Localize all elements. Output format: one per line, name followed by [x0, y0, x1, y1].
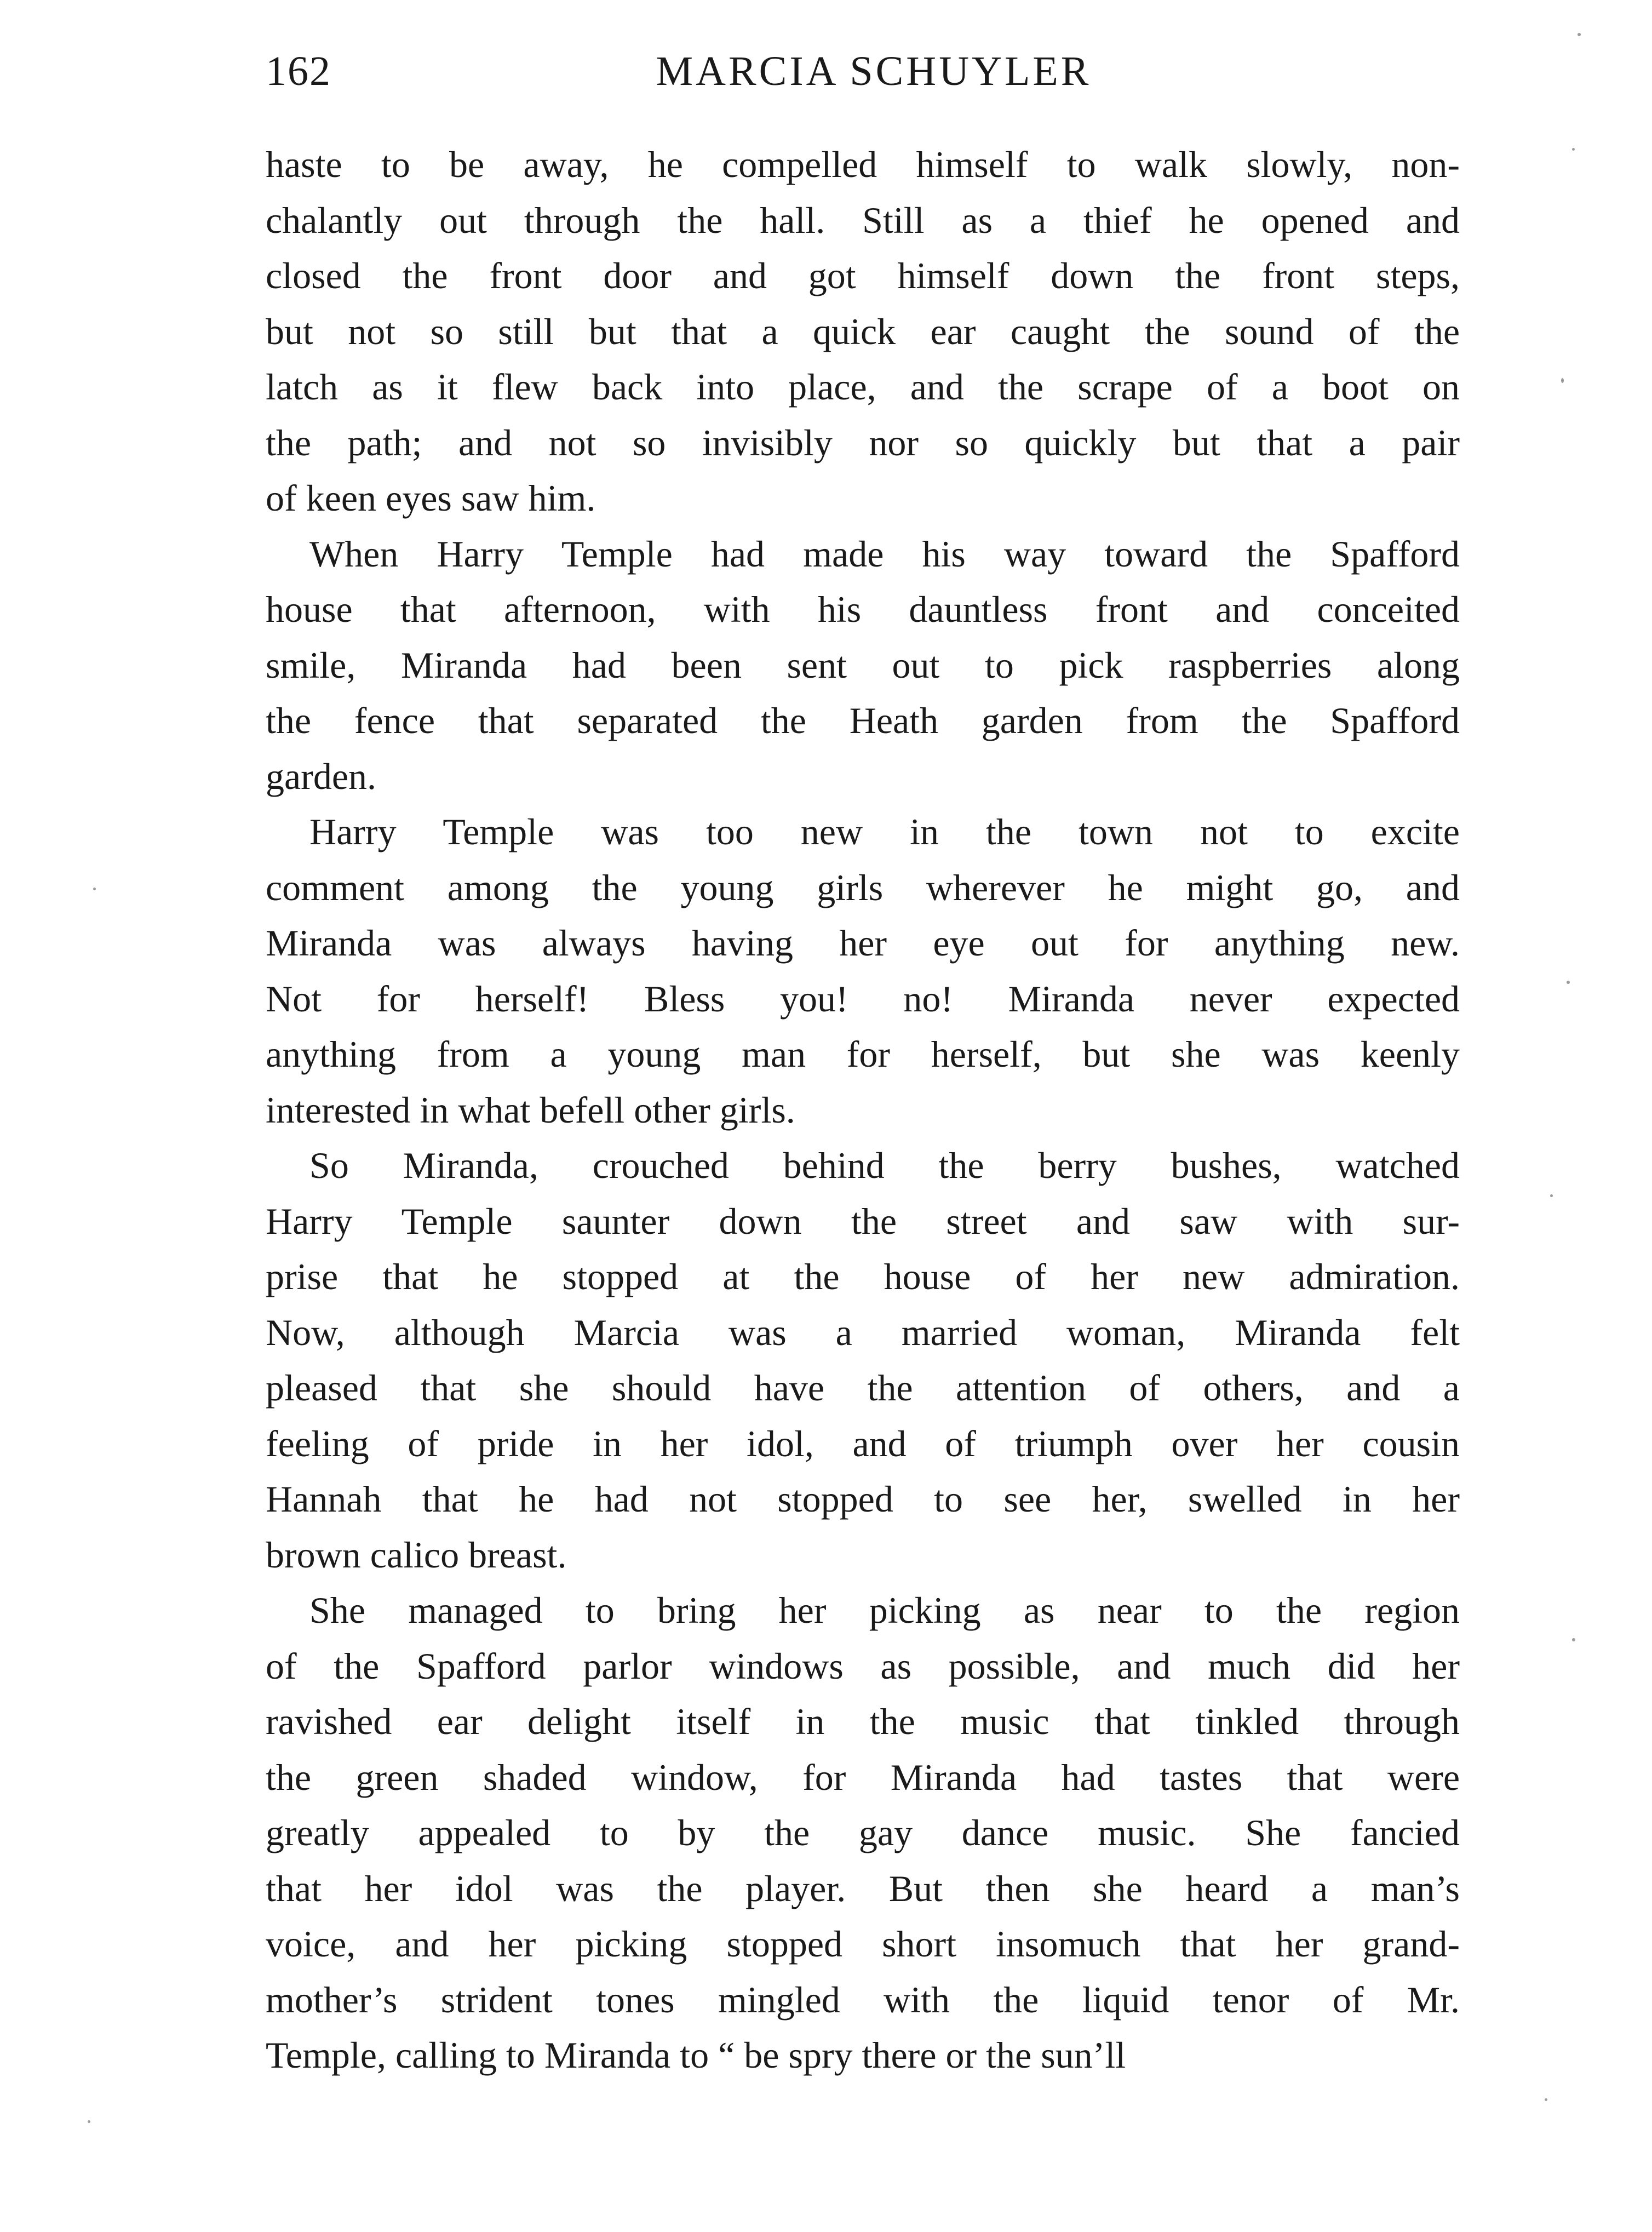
text-line: Miranda was always having her eye out for anything new.: [266, 922, 1460, 964]
text-line: Temple, calling to Miranda to “ be spry there or the sun’ll: [266, 2034, 1126, 2076]
text-line: latch as it flew back into place, and the scrape of a boot on: [266, 366, 1460, 408]
scan-speck: [1572, 1638, 1575, 1641]
paragraph: [266, 137, 1460, 526]
text-line: of the Spafford parlor windows as possible, and much did her: [266, 1645, 1460, 1687]
text-line: haste to be away, he compelled himself to walk slowly, non-: [266, 144, 1460, 185]
text-line: ravished ear delight itself in the music that tinkled through: [266, 1701, 1460, 1742]
running-title: MARCIA SCHUYLER: [656, 48, 1092, 94]
text-line: anything from a young man for herself, but she was keenly: [266, 1033, 1460, 1075]
text-line: greatly appealed to by the gay dance music. She fancied: [266, 1812, 1460, 1853]
body-text: [266, 137, 1460, 2084]
text-line: mother’s strident tones mingled with the liquid tenor of Mr.: [266, 1978, 1460, 2021]
text-line: voice, and her picking stopped short insomuch that her grand-: [266, 1923, 1460, 1965]
scan-speck: [93, 888, 96, 890]
text-line: When Harry Temple had made his way toward the Spafford: [309, 533, 1460, 575]
paragraph: [266, 1583, 1460, 2084]
text-line: Harry Temple saunter down the street and saw with sur-: [266, 1200, 1460, 1242]
text-line: Now, although Marcia was a married woman, Miranda felt: [266, 1311, 1460, 1353]
text-line: So Miranda, crouched behind the berry bushes, watched: [309, 1144, 1460, 1186]
text-line: chalantly out through the hall. Still as a thief he opened and: [266, 199, 1460, 241]
text-line: smile, Miranda had been sent out to pick raspberries along: [266, 644, 1460, 686]
paragraph: [266, 526, 1460, 805]
text-line: prise that he stopped at the house of her new admiration.: [266, 1256, 1460, 1297]
page-number: 162: [266, 48, 331, 94]
scan-speck: [1572, 148, 1575, 151]
text-line: that her idol was the player. But then she heard a man’s: [266, 1867, 1460, 1909]
text-line: Harry Temple was too new in the town not to excite: [309, 811, 1460, 852]
text-line: the fence that separated the Heath garden from the Spafford: [266, 700, 1460, 741]
text-line: but not so still but that a quick ear caught the sound of the: [266, 310, 1460, 352]
text-line: pleased that she should have the attention of others, and a: [266, 1367, 1460, 1409]
text-line: feeling of pride in her idol, and of triumph over her cousin: [266, 1422, 1460, 1464]
scan-speck: [1545, 2098, 1547, 2101]
text-line: Not for herself! Bless you! no! Miranda never expected: [266, 977, 1460, 1020]
text-line: comment among the young girls wherever he might go, and: [266, 866, 1460, 908]
text-line: the path; and not so invisibly nor so quickly but that a pair: [266, 421, 1460, 463]
text-line: brown calico breast.: [266, 1533, 567, 1576]
text-line: closed the front door and got himself down the front steps,: [266, 255, 1460, 296]
scan-speck: [1561, 378, 1564, 383]
scan-speck: [1578, 33, 1581, 36]
text-line: the green shaded window, for Miranda had tastes that were: [266, 1756, 1460, 1798]
text-line: She managed to bring her picking as near to the region: [309, 1589, 1460, 1631]
text-line: interested in what befell other girls.: [266, 1089, 795, 1131]
scan-speck: [88, 2120, 90, 2123]
scan-speck: [1567, 981, 1570, 984]
paragraph: [266, 804, 1460, 1138]
paragraph: [266, 1138, 1460, 1583]
page-header: [266, 38, 1460, 104]
text-line: of keen eyes saw him.: [266, 477, 596, 519]
text-line: Hannah that he had not stopped to see her, swelled in her: [266, 1478, 1460, 1520]
scan-speck: [1550, 1194, 1553, 1197]
text-line: garden.: [266, 755, 377, 797]
text-line: house that afternoon, with his dauntless front and conceited: [266, 588, 1460, 630]
